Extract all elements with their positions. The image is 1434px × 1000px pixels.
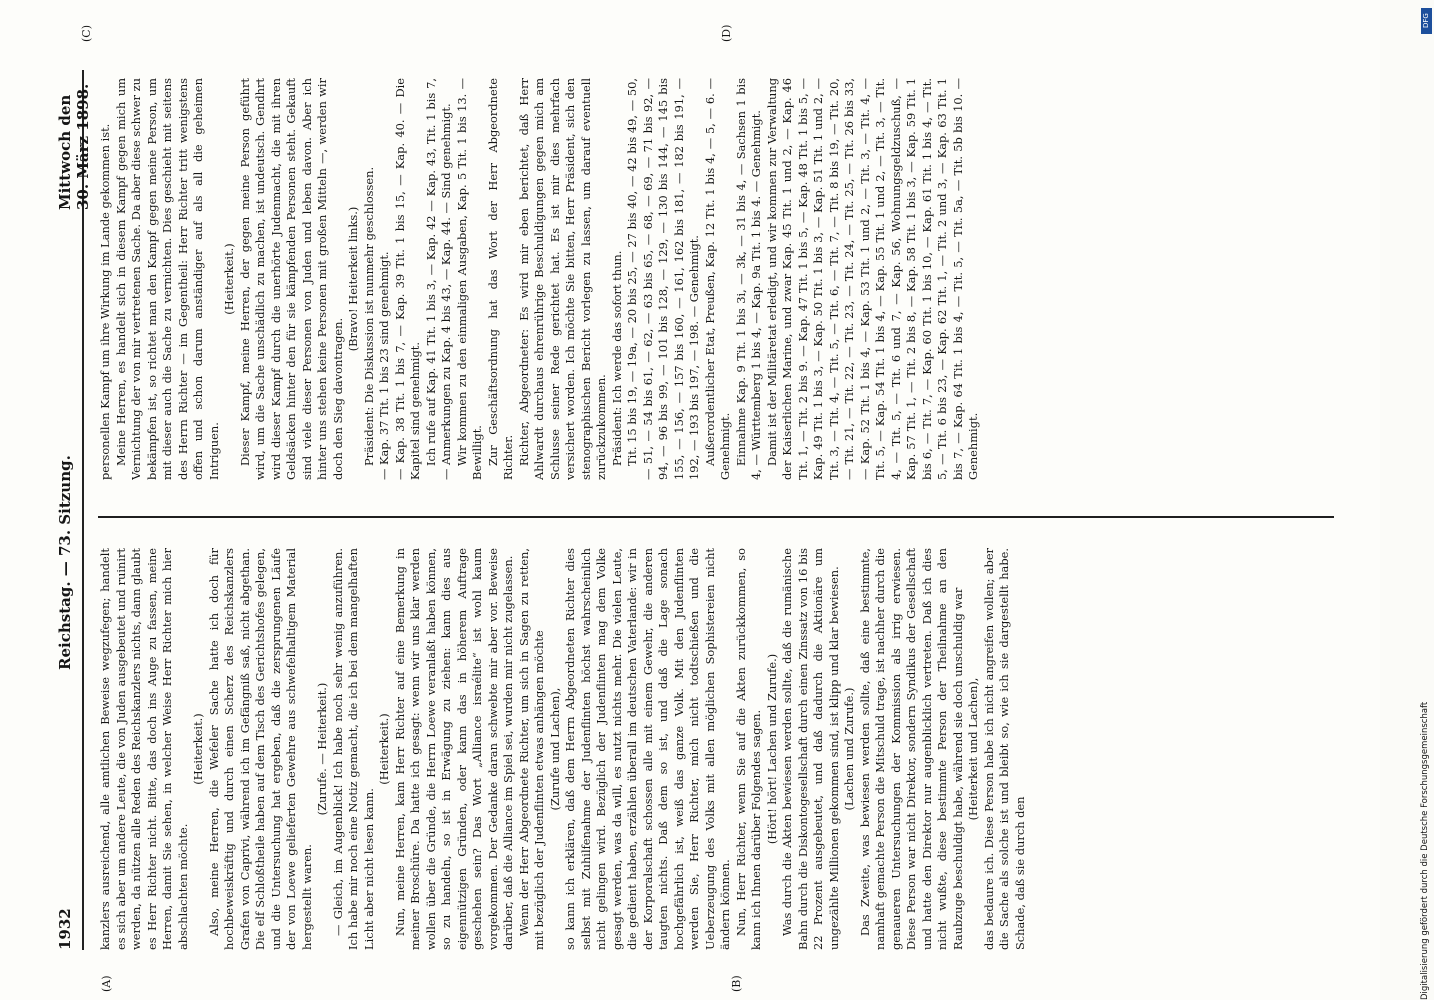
paragraph: Ich rufe auf Kap. 41 Tit. 1 bis 3, — Kap. 42 — Kap. 43, Tit. 1 bis 7, — Anmerkungen zu Kap. 4 bis 43, — Kap. 44. — Sind genehmigt. xyxy=(423,78,453,480)
paragraph: Dieser Kampf, meine Herren, der gegen meine Person geführt wird, um die Sache unschädlich zu machen, ist undeutsch. Gendhrt wird dieser Kampf durch die unerhörte Judenmacht, die mit ihren Geldsäcken hinter den für sie kämpfenden Personen steht. Gekauft sind viele dieser Personen von Juden und leben davon. Aber ich hinter uns stehen keine Personen mit großen Mitteln —, werden wir doch den Sieg davontragen. xyxy=(237,78,345,480)
margin-marker-c: (C) xyxy=(80,25,93,42)
paragraph: — Gleich, im Augenblick! Ich habe noch sehr wenig anzuführen. Ich habe mir noch eine Notiz gemacht, die ich bei dem mangelhaften Licht aber nicht lesen kann. xyxy=(330,548,376,950)
credit-text: Digitalisierung gefördert durch die Deutsche Forschungsgemeinschaft xyxy=(1420,701,1430,1000)
paragraph: Präsident: Die Diskussion ist nunmehr geschlossen. xyxy=(361,166,376,466)
paragraph: Wir kommen zu den einmaligen Ausgaben, Kap. 5 Tit. 1 bis 13. — Bewilligt. xyxy=(454,78,484,480)
interjection: (Zurufe. — Heiterkeit.) xyxy=(315,682,329,816)
interjection: (Bravo! Heiterkeit links.) xyxy=(346,206,360,352)
margin-marker-a: (A) xyxy=(100,975,113,992)
paragraph: Einnahme Kap. 9 Tit. 1 bis 3i, — 3k, — 31 bis 4, — Sachsen 1 bis 4, — Württemberg 1 bis 4, — Kap. 9a Tit. 1 bis 4. — Genehmigt. xyxy=(733,78,763,480)
interjection: (Lachen und Zurufe.) xyxy=(842,687,856,811)
left-column xyxy=(98,548,1334,950)
paragraph: Meine Herren, es handelt sich in diesem Kampf gegen mich um Vernichtung der von mir vertretenen Sache. Da aber diese schwer zu bekämpfen ist, so richtet man den Kampf gegen meine Person, um mit dieser auch die Sache zu vernichten. Dies geschieht mit seitens des Herrn Richter — im Gegentheil: Herr Richter tritt wenigstens offen und schon darum anständiger auf als all die geheimen Intriguen. xyxy=(113,78,221,480)
paragraph: Nun, Herr Richter, wenn Sie auf die Akten zurückkommen, so kann ich Ihnen darüber Folgendes sagen. xyxy=(733,548,763,950)
session-date: Mittwoch den 30. März 1898. xyxy=(56,83,92,210)
paragraph: Außerordentlicher Etat, Preußen, Kap. 12 Tit. 1 bis 4, — 5, — 6. — Genehmigt. xyxy=(702,78,732,480)
margin-marker-d: (D) xyxy=(720,24,733,42)
paragraph: — Kap. 37 Tit. 1 bis 23 sind genehmigt. xyxy=(377,251,391,480)
dfg-logo: DFG xyxy=(1421,8,1432,34)
paragraph: personellen Kampf um ihre Wirkung im Lande gekommen ist. xyxy=(98,123,112,480)
interjection: (Heiterkeit.) xyxy=(377,713,391,785)
column-divider xyxy=(98,516,1334,518)
page-number: 1932 xyxy=(56,908,74,950)
paragraph: — Kap. 38 Tit. 1 bis 7, — Kap. 39 Tit. 1 bis 15, — Kap. 40. — Die Kapitel sind genehmigt. xyxy=(392,78,422,480)
paragraph: das bedaure ich. Diese Person habe ich nicht angreifen wollen; aber die Sache als solche ist und bleibt so, wie ich sie dargestellt habe. Schade, daß sie durch den xyxy=(981,548,1027,950)
interjection: (Zurufe und Lachen), xyxy=(547,687,562,811)
paragraph: Tit. 15 bis 19, — 19a, — 20 bis 25, — 27 bis 40, — 42 bis 49, — 50, — 51, — 54 bis 61, — 62, — 63 bis 65, — 68, — 69, — 71 bis 92, — 94, — 96 bis 99, — 101 bis 128, — 129, — 130 bis 144, — 145 bis 155, — 156, — 157 bis 160, — 161, 162 bis 181, — 182 bis 191, — 192, — 193 bis 197, — 198. — Genehmigt. xyxy=(625,78,701,480)
paragraph: Das Zweite, was bewiesen werden sollte, daß eine bestimmte, namhaft gemachte Person die Mitschuld trage, ist nachher durch die genaueren Untersuchungen der Kommission als irrig erwiesen. Diese Person war nicht Direktor, sondern Syndikus der Gesellschaft und hatte den Direktor nur augenblicklich vertreten. Daß ich dies nicht wußte, diese bestimmte Person der Theilnahme an den Raubzuge beschuldigt habe, während sie doch unschuldig war xyxy=(857,548,965,950)
session-title: Reichstag. — 73. Sitzung. xyxy=(56,455,74,670)
page-header xyxy=(50,70,92,950)
digitization-credit xyxy=(1418,0,1434,1000)
paragraph: Nun, meine Herren, kam Herr Richter auf eine Bemerkung in meiner Broschüre. Da hatte ich gesagt: wenn wir uns klar werden wollen über die Gründe, die Herrn Loewe veranlaßt haben können, so zu handeln, so ist in Erwägung zu ziehen: kann dies aus eigennützigen Gründen, oder kann das in höherem Auftrage geschehen sein? Das Wort „Alliance israélite“ ist wohl kaum vorgekommen. Der Gedanke daran schwebte mir aber vor. Beweise darüber, daß die Alliance im Spiel sei, wurden mir nicht zugelassen. xyxy=(392,548,515,950)
interjection: (Hört! hört! Lachen und Zurufe.) xyxy=(764,653,779,845)
paragraph: Richter, Abgeordneter: Es wird mir eben berichtet, daß Herr Ahlwardt durchaus ehrenrührige Beschuldigungen gegen mich am Schlusse seiner Rede gerichtet hat. Es ist mir dies mehrfach versichert worden. Ich möchte Sie bitten, Herr Präsident, sich den stenographischen Bericht vorlegen zu lassen, um darauf eventuell zurückzukommen. xyxy=(516,78,608,480)
paragraph: Damit ist der Militäretat erledigt, und wir kommen zur Verwaltung der Kaiserlichen Marine, und zwar Kap. 45 Tit. 1 und 2, — Kap. 46 Tit. 1, — Tit. 2 bis 9. — Kap. 47 Tit. 1 bis 5, — Kap. 48 Tit. 1 bis 5, — Kap. 49 Tit. 1 bis 3, — Kap. 50 Tit. 1 bis 3, — Kap. 51 Tit. 1 und 2, — Tit. 3, — Tit. 4, — Tit. 5, — Tit. 6, — Tit. 7, — Tit. 8 bis 19, — Tit. 20, — Tit. 21, — Tit. 22, — Tit. 23, — Tit. 24, — Tit. 25, — Tit. 26 bis 33, — Kap. 52 Tit. 1 bis 4, — Kap. 53 Tit. 1 und 2, — Tit. 3, — Tit. 4, — Tit. 5, — Kap. 54 Tit. 1 bis 4, — Kap. 55 Tit. 1 und 2, — Tit. 3, — Tit. 4, — Tit. 5, — Tit. 6 und 7, — Kap. 56, Wohnungsgeldzuschuß, — Kap. 57 Tit. 1, — Tit. 2 bis 8, — Kap. 58 Tit. 1 bis 3, — Kap. 59 Tit. 1 bis 6, — Tit. 7, — Kap. 60 Tit. 1 bis 10, — Kap. 61 Tit. 1 bis 4, — Tit. 5, — Tit. 6 bis 23, — Kap. 62 Tit. 1, — Tit. 2 und 3, — Kap. 63 Tit. 1 bis 7, — Kap. 64 Tit. 1 bis 4, — Tit. 5, — Tit. 5a, — Tit. 5b bis 10. — Genehmigt. xyxy=(764,78,980,480)
paragraph: Was durch die Akten bewiesen werden sollte, daß die rumänische Bahn durch die Diskontogesellschaft durch einen Zinssatz von 16 bis 22 Prozent ausgebeutet, und daß dadurch die Aktionäre um ungezählte Millionen gekommen sind, ist klipp und klar bewiesen. xyxy=(780,548,841,950)
paragraph: so kann ich erklären, daß dem Herrn Abgeordneten Richter dies selbst mit Zuhilfenahme der Judenflinten höchst wahrscheinlich nicht gelingen wird. Bezüglich der Judenflinten mag dem Volke gesagt werden, was da will, es nutzt nichts mehr. Die vielen Leute, die gedient haben, erzählen überall im deutschen Vaterlande: wir in der Korporalschaft schossen alle mit einem Gewehr, die anderen taugten nichts. Daß dem so ist, und daß die Lage sonach hochgefährlich ist, weiß das ganze Volk. Mit den Judenflinten werden Sie, Herr Richter, mich nicht todtschießen und die Ueberzeugung des Volks mit allen möglichen Sophistereien nicht ändern können. xyxy=(563,548,732,950)
paragraph: Also, meine Herren, die Wefeler Sache hatte ich doch für hochbeweiskräftig und durch einen Scherz des Reichskanzlers Grafen von Caprivi, während ich im Gefängniß saß, nicht abgethan. Die elf Schloßtheile haben auf dem Tisch des Gerichtshofes gelegen, und die Untersuchung hat ergeben, daß die zersprungenen Läufe der von Loewe gelieferten Gewehre aus schwefelhaltigem Material hergestellt waren. xyxy=(206,548,314,950)
interjection: (Heiterkeit und Lachen), xyxy=(966,677,980,821)
interjection: (Heiterkeit.) xyxy=(222,243,236,315)
right-column xyxy=(98,78,1334,480)
paragraph: kanzlers ausreichend, alle amtlichen Beweise wegzufegen; handelt es sich aber um andere Leute, die von Juden ausgebeutet und ruinirt werden, da nützen alle Reden des Reichskanzlers nichts, dann glaubt es Herr Richter nicht. Bitte, das doch ins Auge zu fassen, meine Herren, damit Sie sehen, in welcher Weise Herr Richter mich hier abschlachten möchte. xyxy=(98,548,190,950)
paragraph: Wenn der Herr Abgeordnete Richter, um sich in Sagen zu retten, mit bezüglich der Judenflinten etwas anhängen möchte xyxy=(516,548,546,950)
paragraph: Präsident: Ich werde das sofort thun. xyxy=(609,250,624,466)
interjection: (Heiterkeit.) xyxy=(191,713,205,785)
margin-marker-b: (B) xyxy=(730,975,743,992)
paragraph: Zur Geschäftsordnung hat das Wort der Herr Abgeordnete Richter. xyxy=(485,78,515,480)
